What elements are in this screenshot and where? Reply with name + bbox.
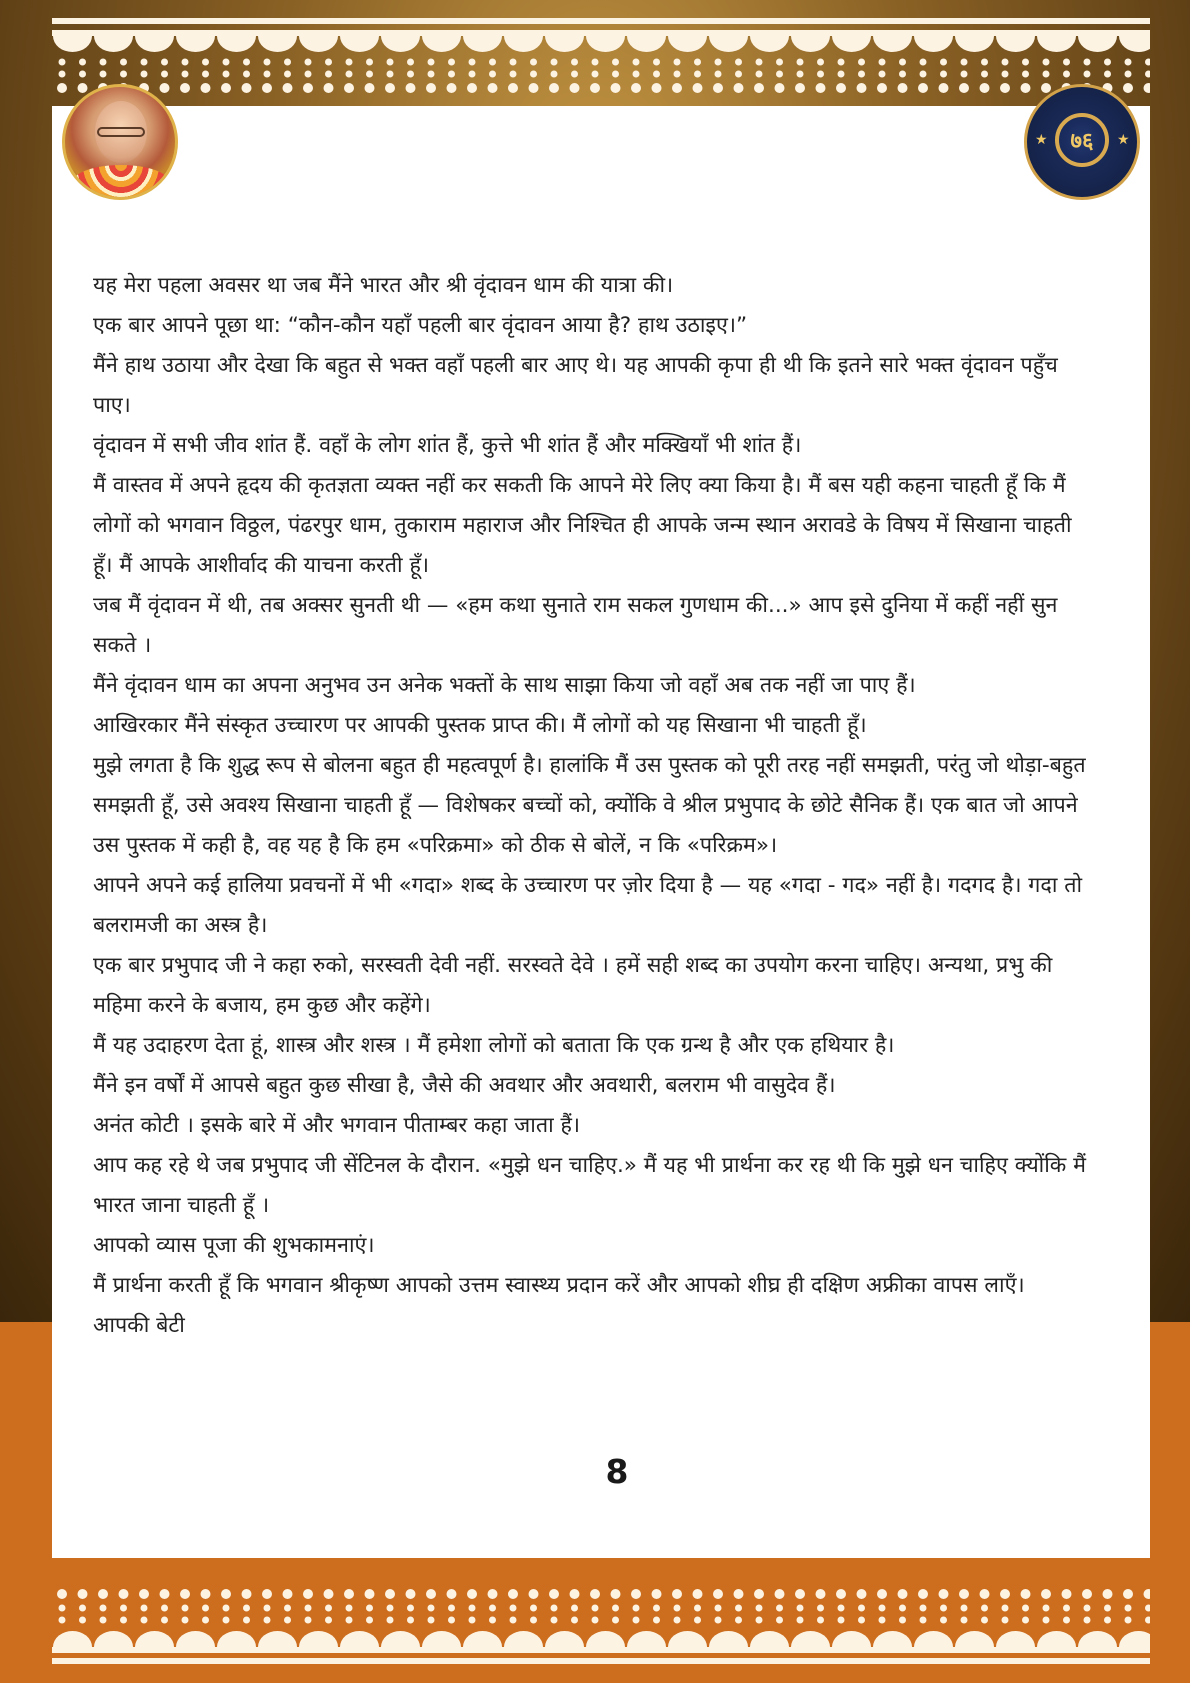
letter-paragraph: मैं प्रार्थना करती हूँ कि भगवान श्रीकृष्ण आपको उत्तम स्वास्थ्य प्रदान करें और आपको शीघ्र ही दक्षिण अफ्रीका वापस लाएँ।	[93, 1273, 1025, 1298]
top-dot-pattern	[52, 58, 1150, 98]
letter-paragraph: वृंदावन में सभी जीव शांत हैं. वहाँ के लोग शांत हैं, कुत्ते भी शांत हैं और मक्खियाँ भी शांत हैं।	[93, 433, 802, 458]
bottom-scallop-border	[52, 1627, 1150, 1653]
letter-paragraph: आखिरकार मैंने संस्कृत उच्चारण पर आपकी पुस्तक प्राप्त की। मैं लोगों को यह सिखाना भी चाहती हूँ।	[93, 713, 867, 738]
letter-paragraph: अनंत कोटी । इसके बारे में और भगवान पीताम्बर कहा जाता हैं।	[93, 1113, 581, 1138]
top-border-line	[52, 18, 1150, 24]
letter-paragraph: मैं वास्तव में अपने हृदय की कृतज्ञता व्यक्त नहीं कर सकती कि आपने मेरे लिए क्या किया है। मैं बस यही कहना चाहती हूँ कि मैं लोगों को भगवान विठ्ठल, पंढरपुर धाम, तुकाराम महाराज और निश्चित ही आपके जन्म स्थान अरावडे के विषय में सिखाना चाहती हूँ। मैं आपके आशीर्वाद की याचना करती हूँ।	[93, 473, 1072, 578]
seal-star-left-icon: ★	[1035, 132, 1048, 148]
letter-paragraph: आपको व्यास पूजा की शुभकामनाएं।	[93, 1233, 375, 1258]
letter-paragraph: यह मेरा पहला अवसर था जब मैंने भारत और श्री वृंदावन धाम की यात्रा की।	[93, 273, 674, 298]
letter-paragraph: आपकी बेटी	[93, 1313, 185, 1338]
seal-star-right-icon: ★	[1117, 132, 1130, 148]
portrait-garland	[73, 165, 169, 199]
letter-paragraph: एक बार आपने पूछा था: “कौन-कौन यहाँ पहली बार वृंदावन आया है? हाथ उठाइए।”	[93, 313, 748, 338]
letter-paragraph: मैंने इन वर्षों में आपसे बहुत कुछ सीखा है, जैसे की अवथार और अवथारी, बलराम भी वासुदेव हैं।	[93, 1073, 836, 1098]
letter-paragraph: एक बार प्रभुपाद जी ने कहा रुको, सरस्वती देवी नहीं. सरस्वते देवे । हमें सही शब्द का उपयोग करना चाहिए। अन्यथा, प्रभु की महिमा करने के बजाय, हम कुछ और कहेंगे।	[93, 953, 1053, 1018]
seal-center	[1055, 113, 1109, 167]
lokanath-swami-76-vyasa-puja-seal-icon	[1024, 84, 1140, 200]
letter-body	[93, 266, 1093, 1346]
portrait-glasses	[97, 127, 145, 137]
bottom-dot-pattern	[52, 1584, 1150, 1624]
seal-number-glyph: ७६	[1070, 128, 1094, 154]
guru-portrait-icon	[62, 84, 178, 200]
letter-paragraph: आपने अपने कई हालिया प्रवचनों में भी «गदा» शब्द के उच्चारण पर ज़ोर दिया है — यह «गदा - गद» नहीं है। गदगद है। गदा तो बलरामजी का अस्त्र है।	[93, 873, 1083, 938]
letter-paragraph: मैंने वृंदावन धाम का अपना अनुभव उन अनेक भक्तों के साथ साझा किया जो वहाँ अब तक नहीं जा पाए हैं।	[93, 673, 916, 698]
top-scallop-border	[52, 30, 1150, 56]
page-number: 8	[605, 1452, 629, 1491]
letter-paragraph: मैंने हाथ उठाया और देखा कि बहुत से भक्त वहाँ पहली बार आए थे। यह आपकी कृपा ही थी कि इतने सारे भक्त वृंदावन पहुँच पाए।	[93, 353, 1058, 418]
letter-paragraph: मैं यह उदाहरण देता हूं, शास्त्र और शस्त्र । मैं हमेशा लोगों को बताता कि एक ग्रन्थ है और एक हथियार है।	[93, 1033, 895, 1058]
letter-paragraph: जब मैं वृंदावन में थी, तब अक्सर सुनती थी — «हम कथा सुनाते राम सकल गुणधाम की...» आप इसे दुनिया में कहीं नहीं सुन सकते ।	[93, 593, 1058, 658]
letter-paragraph: आप कह रहे थे जब प्रभुपाद जी सेंटिनल के दौरान. «मुझे धन चाहिए.» मैं यह भी प्रार्थना कर रह थी कि मुझे धन चाहिए क्योंकि मैं भारत जाना चाहती हूँ ।	[93, 1153, 1087, 1218]
letter-paragraph: मुझे लगता है कि शुद्ध रूप से बोलना बहुत ही महत्वपूर्ण है। हालांकि मैं उस पुस्तक को पूरी तरह नहीं समझती, परंतु जो थोड़ा-बहुत समझती हूँ, उसे अवश्य सिखाना चाहती हूँ — विशेषकर बच्चों को, क्योंकि वे श्रील प्रभुपाद के छोटे सैनिक हैं। एक बात जो आपने उस पुस्तक में कही है, वह यह है कि हम «परिक्रमा» को ठीक से बोलें, न कि «परिक्रम»।	[93, 753, 1086, 858]
bottom-border-line	[52, 1658, 1150, 1664]
